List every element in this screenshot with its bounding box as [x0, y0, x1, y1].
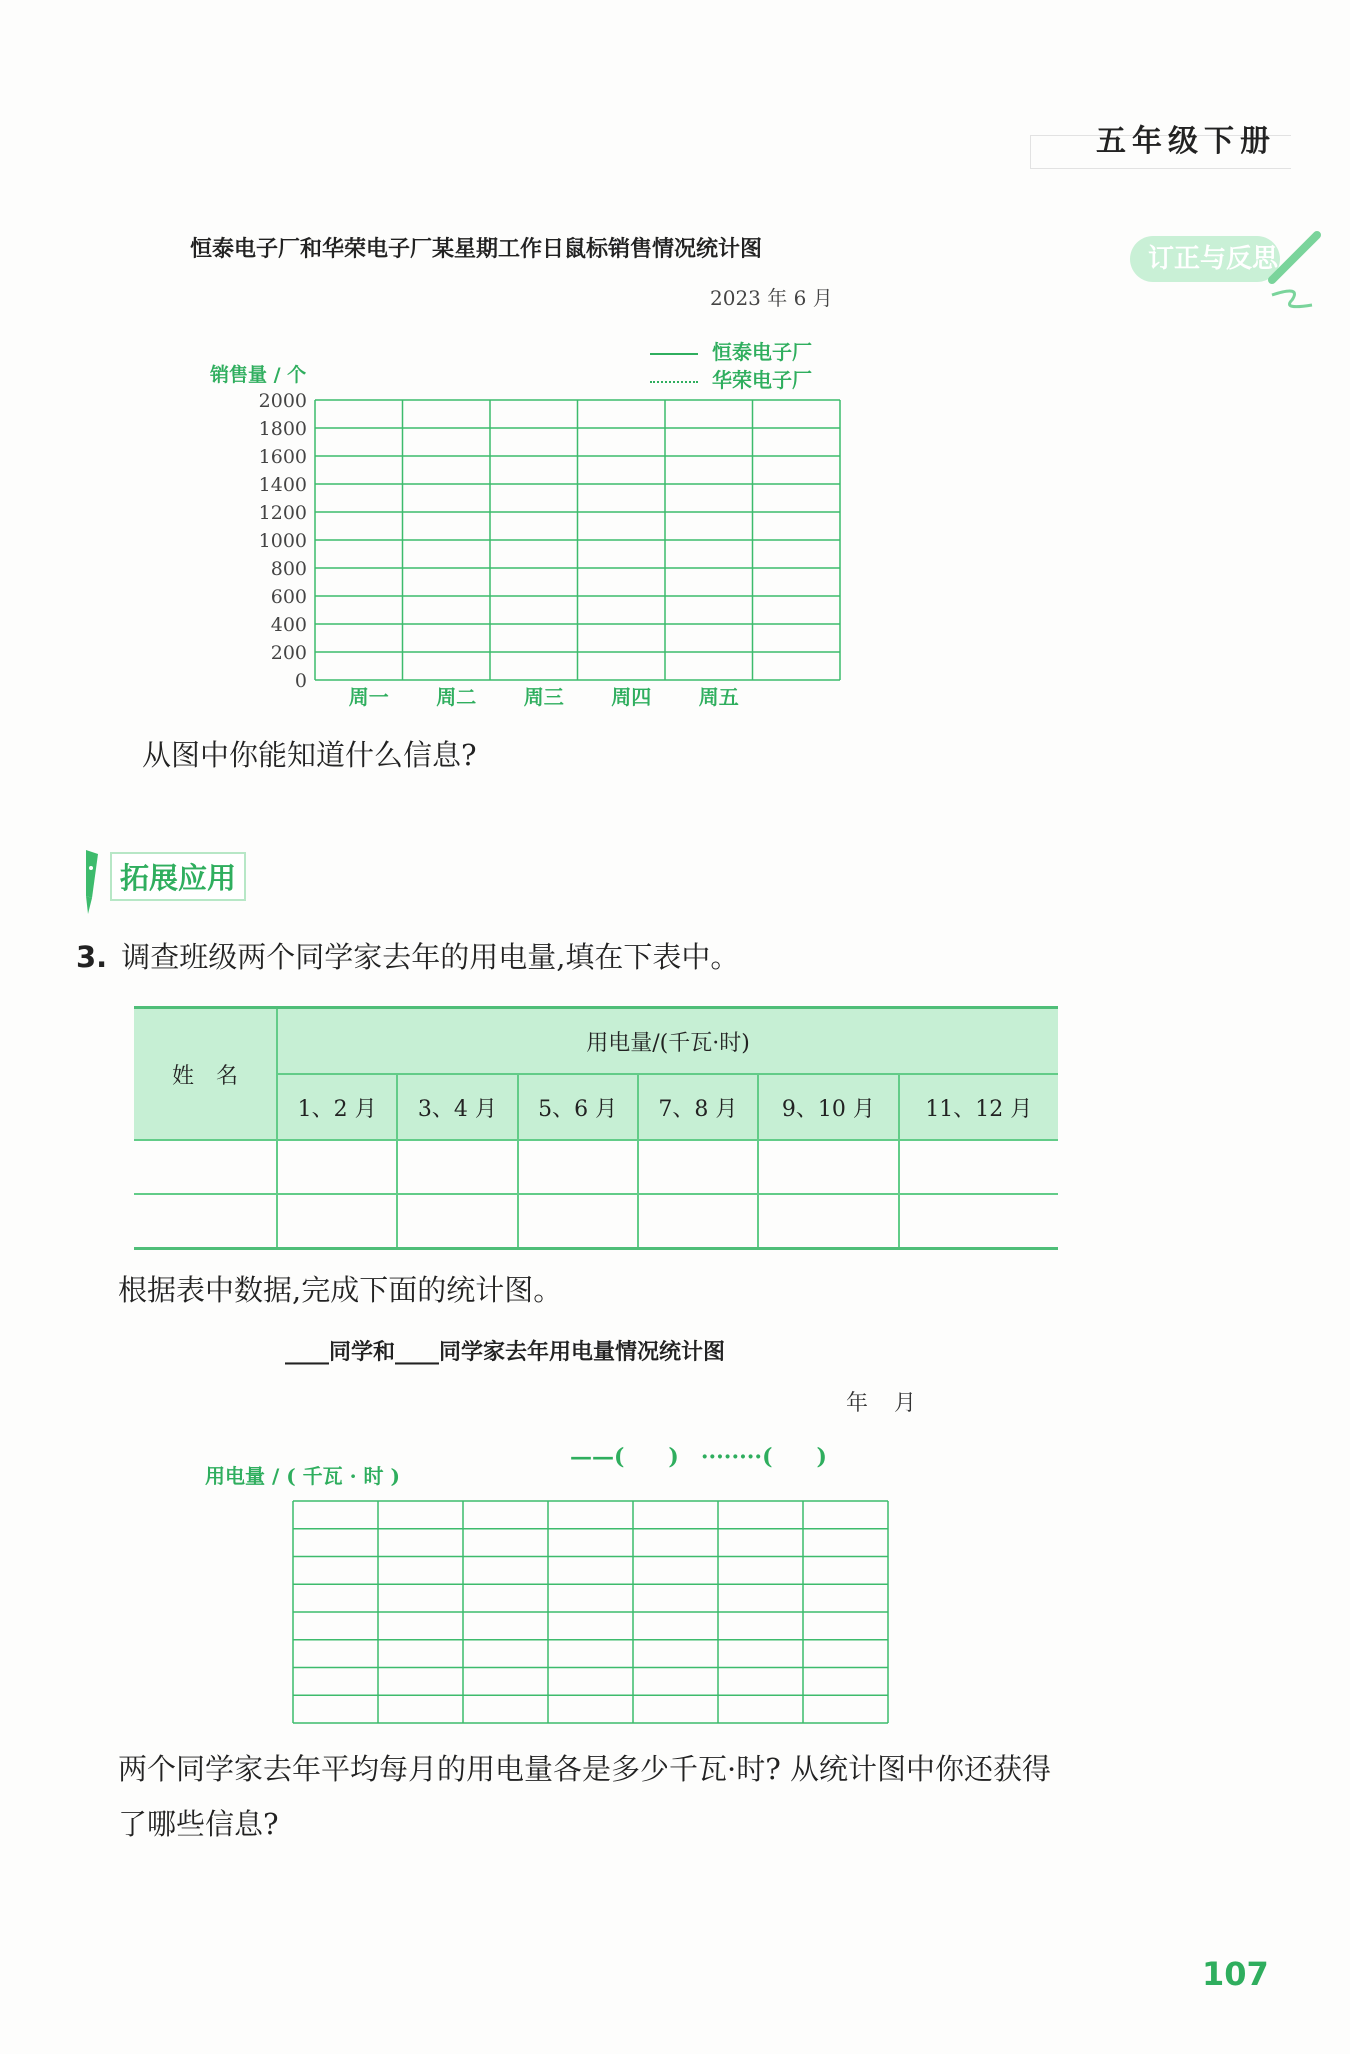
y-tick-label: 1000: [258, 530, 307, 552]
x-tick-label: 周一: [348, 685, 389, 709]
y-tick-label: 1800: [258, 418, 307, 440]
y-tick-label: 1400: [258, 474, 307, 496]
chart2-date: 年 月: [846, 1391, 919, 1416]
value-cell[interactable]: [758, 1194, 899, 1249]
chart1-title: 恒泰电子厂和华荣电子厂某星期工作日鼠标销售情况统计图: [190, 237, 763, 262]
value-cell[interactable]: [638, 1140, 758, 1194]
electricity-table: [134, 1006, 1058, 1250]
month-header: 7、8 月: [638, 1074, 758, 1140]
question-number: 3.: [76, 940, 108, 974]
usage-header: 用电量/(千瓦·时): [277, 1008, 1058, 1075]
x-tick-label: 周五: [698, 685, 739, 709]
value-cell[interactable]: [518, 1194, 638, 1249]
value-cell[interactable]: [638, 1194, 758, 1249]
chart1-question: 从图中你能知道什么信息?: [142, 738, 477, 772]
chart2-grid: [290, 1498, 890, 1728]
month-header: 3、4 月: [397, 1074, 517, 1140]
y-tick-label: 600: [270, 586, 307, 608]
chart2-question: 两个同学家去年平均每月的用电量各是多少千瓦·时? 从统计图中你还获得了哪些信息?: [118, 1752, 1051, 1841]
x-tick-label: 周三: [523, 685, 564, 709]
x-tick-label: 周四: [611, 685, 652, 709]
x-tick-label: 周二: [436, 685, 477, 709]
y-tick-label: 200: [270, 642, 307, 664]
value-cell[interactable]: [397, 1140, 517, 1194]
y-tick-label: 800: [270, 558, 307, 580]
y-tick-label: 0: [294, 670, 307, 692]
section-title: 拓展应用: [110, 852, 246, 901]
value-cell[interactable]: [277, 1194, 397, 1249]
pencil-icon: [1262, 230, 1332, 310]
y-tick-label: 400: [270, 614, 307, 636]
name-header: 姓 名: [134, 1008, 277, 1141]
table-row: [134, 1140, 1058, 1194]
chart2-y-axis-label: 用电量 / ( 千瓦 · 时 ): [205, 1464, 400, 1488]
chart2-legend: ——( ) ········( ): [570, 1444, 827, 1470]
table-row: [134, 1194, 1058, 1249]
question-3-text: 调查班级两个同学家去年的用电量,填在下表中。: [121, 940, 740, 974]
month-header: 11、12 月: [899, 1074, 1058, 1140]
chart1-y-axis-label: 销售量 / 个: [210, 364, 307, 386]
grade-label: 五年级下册: [1096, 124, 1276, 159]
y-tick-label: 1600: [258, 446, 307, 468]
legend-label-1: 恒泰电子厂: [712, 340, 812, 364]
correction-badge: 订正与反思: [1130, 236, 1280, 282]
chart1-legend: [650, 338, 812, 394]
chart1-date: 2023 年 6 月: [710, 286, 833, 310]
value-cell[interactable]: [758, 1140, 899, 1194]
chart2-title: ____同学和____同学家去年用电量情况统计图: [285, 1340, 726, 1365]
value-cell[interactable]: [277, 1140, 397, 1194]
y-tick-label: 1200: [258, 502, 307, 524]
name-cell[interactable]: [134, 1140, 277, 1194]
value-cell[interactable]: [397, 1194, 517, 1249]
legend-item-solid: [650, 338, 812, 366]
chart1-grid: [250, 388, 850, 718]
value-cell[interactable]: [899, 1194, 1058, 1249]
month-header: 9、10 月: [758, 1074, 899, 1140]
page-number: 107: [1202, 1955, 1269, 1993]
name-cell[interactable]: [134, 1194, 277, 1249]
month-header: 1、2 月: [277, 1074, 397, 1140]
legend-label-2: 华荣电子厂: [712, 368, 812, 392]
value-cell[interactable]: [899, 1140, 1058, 1194]
month-header: 5、6 月: [518, 1074, 638, 1140]
y-tick-label: 2000: [258, 390, 307, 412]
instruction: 根据表中数据,完成下面的统计图。: [118, 1273, 563, 1307]
question-3: [76, 935, 739, 976]
pen-icon: [78, 848, 104, 918]
value-cell[interactable]: [518, 1140, 638, 1194]
